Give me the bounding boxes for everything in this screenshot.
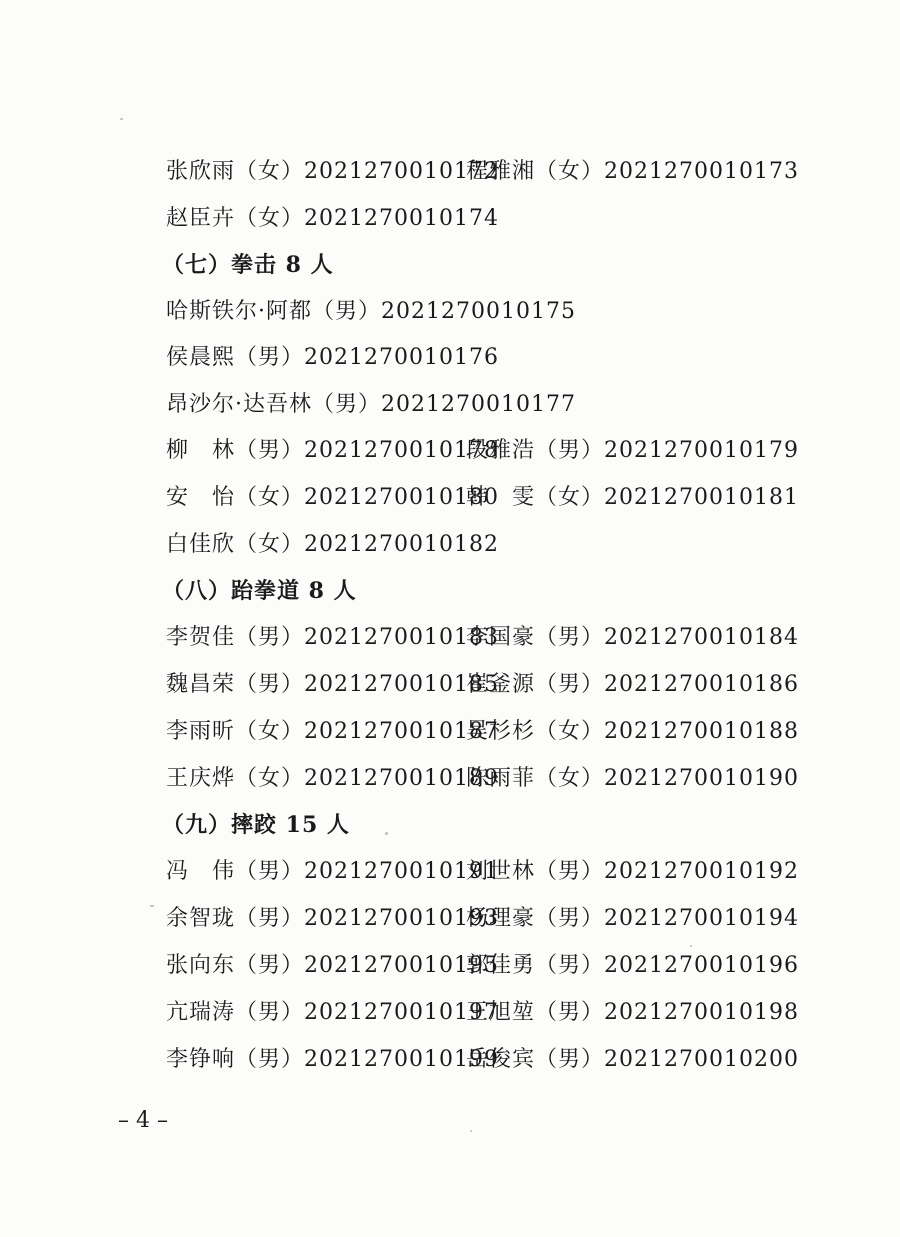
list-item: 崔釜源（男）2021270010186 — [466, 672, 799, 697]
page-number: – 4 – — [118, 1108, 168, 1133]
list-line — [166, 157, 799, 187]
list-line — [166, 998, 799, 1028]
scan-speck — [120, 118, 123, 120]
list-line — [166, 717, 799, 747]
section-heading-taekwondo: （八）跆拳道 8 人 — [162, 578, 357, 604]
list-item: 侯晨熙（男）2021270010176 — [166, 345, 499, 370]
list-item: 赵臣卉（女）2021270010174 — [166, 206, 499, 231]
list-item: 岳俊宾（男）2021270010200 — [466, 1047, 799, 1072]
list-item: 段雅浩（男）2021270010179 — [466, 438, 799, 463]
list-item: 哈斯铁尔·阿都（男）2021270010175 — [166, 299, 576, 324]
scan-speck — [690, 945, 692, 947]
list-item: 李雨昕（女）2021270010187 — [166, 719, 499, 744]
list-line — [166, 390, 576, 420]
list-line — [166, 670, 799, 700]
list-item: 安 怡（女）2021270010180 — [166, 485, 499, 510]
list-item: 冯 伟（男）2021270010191 — [166, 859, 499, 884]
list-item: 昂沙尔·达吾林（男）2021270010177 — [166, 392, 576, 417]
list-item: 白佳欣（女）2021270010182 — [166, 532, 499, 557]
list-line — [166, 904, 799, 934]
list-item: 李国豪（男）2021270010184 — [466, 625, 799, 650]
list-line — [166, 764, 799, 794]
list-line — [166, 857, 799, 887]
list-item: 陈雨菲（女）2021270010190 — [466, 766, 799, 791]
list-line — [166, 204, 499, 234]
list-item: 郭佳勇（男）2021270010196 — [466, 953, 799, 978]
list-item: 李贺佳（男）2021270010183 — [166, 625, 499, 650]
list-line — [166, 1045, 799, 1075]
list-item: 吴杉杉（女）2021270010188 — [466, 719, 799, 744]
list-item: 李铮响（男）2021270010199 — [166, 1047, 499, 1072]
section-heading-wrestling: （九）摔跤 15 人 — [162, 812, 350, 838]
list-item: 柳 林（男）2021270010178 — [166, 438, 499, 463]
list-item: 王旭堃（男）2021270010198 — [466, 1000, 799, 1025]
list-item: 亢瑞涛（男）2021270010197 — [166, 1000, 499, 1025]
list-line — [166, 483, 799, 513]
list-line — [166, 297, 576, 327]
list-item: 张欣雨（女）2021270010172 — [166, 159, 499, 184]
scan-speck — [470, 1130, 472, 1132]
scan-speck — [150, 905, 154, 907]
list-line — [166, 436, 799, 466]
list-item: 杨理豪（男）2021270010194 — [466, 906, 799, 931]
list-line — [166, 623, 799, 653]
list-item: 程雅湘（女）2021270010173 — [466, 159, 799, 184]
list-line — [166, 343, 499, 373]
list-item: 刘世林（男）2021270010192 — [466, 859, 799, 884]
list-line — [166, 951, 799, 981]
list-line — [166, 530, 499, 560]
section-heading-boxing: （七）拳击 8 人 — [162, 252, 334, 278]
list-item: 张向东（男）2021270010195 — [166, 953, 499, 978]
list-item: 韩 雯（女）2021270010181 — [466, 485, 799, 510]
scan-speck — [385, 832, 388, 835]
list-item: 王庆烨（女）2021270010189 — [166, 766, 499, 791]
list-item: 魏昌荣（男）2021270010185 — [166, 672, 499, 697]
list-item: 余智珑（男）2021270010193 — [166, 906, 499, 931]
